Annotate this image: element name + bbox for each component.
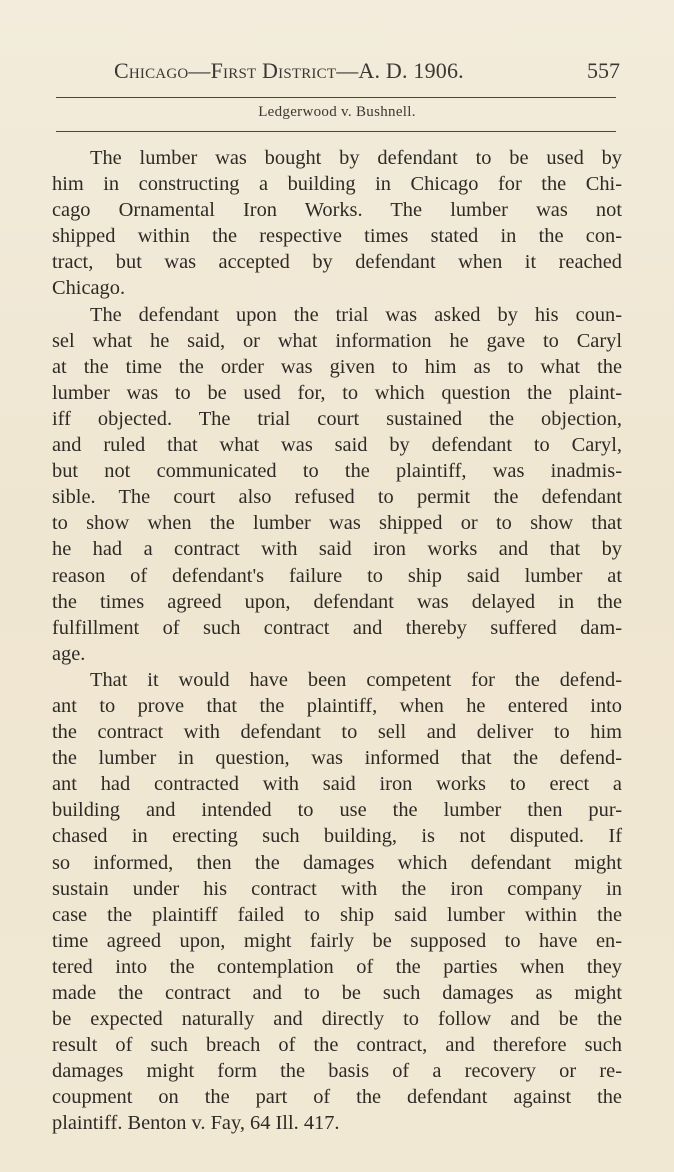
text-line: the times agreed upon, defendant was delayed in the xyxy=(52,590,622,613)
body-text xyxy=(52,145,622,1137)
header-rule-top xyxy=(56,97,616,98)
case-title: Ledgerwood v. Bushnell. xyxy=(258,104,416,120)
text-line: sible. The court also refused to permit the defendant xyxy=(52,486,622,509)
text-line: so informed, then the damages which defendant might xyxy=(52,851,622,874)
text-line: The lumber was bought by defendant to be used by xyxy=(90,147,622,169)
text-line: to show when the lumber was shipped or to show that xyxy=(52,512,622,535)
text-line: tract, but was accepted by defendant when it reached xyxy=(52,251,622,274)
text-line: made the contract and to be such damages as might xyxy=(52,982,622,1004)
text-line: case the plaintiff failed to ship said lumber within the xyxy=(52,903,622,926)
text-line: the contract with defendant to sell and deliver to him xyxy=(52,721,622,744)
text-line: him in constructing a building in Chicago for the Chi- xyxy=(52,173,622,196)
text-line: tered into the contemplation of the parties when they xyxy=(52,955,622,978)
text-line: ant had contracted with said iron works to erect a xyxy=(52,773,622,796)
text-line: sustain under his contract with the iron company in xyxy=(52,877,622,900)
text-line: shipped within the respective times stated in the con- xyxy=(52,225,622,248)
paragraph xyxy=(52,667,622,1137)
text-line: cago Ornamental Iron Works. The lumber was not xyxy=(52,199,622,222)
text-line: That it would have been competent for the defend- xyxy=(90,668,622,691)
text-line: reason of defendant's failure to ship said lumber at xyxy=(52,564,622,587)
text-line: the lumber in question, was informed that the defend- xyxy=(52,747,622,770)
text-line: iff objected. The trial court sustained the objection, xyxy=(52,407,622,430)
text-line: and ruled that what was said by defendant to Caryl, xyxy=(52,434,622,457)
text-line: The defendant upon the trial was asked by his coun- xyxy=(90,303,622,326)
text-line: he had a contract with said iron works and that by xyxy=(52,538,622,561)
text-line: ant to prove that the plaintiff, when he entered into xyxy=(52,694,622,717)
paragraph xyxy=(52,302,622,667)
text-line: result of such breach of the contract, and therefore such xyxy=(52,1034,622,1057)
text-line: lumber was to be used for, to which question the plaint- xyxy=(52,381,622,404)
page-number: 557 xyxy=(587,58,620,83)
text-line: plaintiff. Benton v. Fay, 64 Ill. 417. xyxy=(52,1112,340,1135)
text-line: age. xyxy=(52,642,86,665)
header-rule-bottom xyxy=(56,131,616,132)
text-line: chased in erecting such building, is not disputed. If xyxy=(52,825,622,848)
text-line: time agreed upon, might fairly be supposed to have en- xyxy=(52,929,622,952)
running-head-text: Chicago—First District—A. D. 1906. xyxy=(114,58,464,83)
text-line: but not communicated to the plaintiff, was inadmis- xyxy=(52,460,622,483)
text-line: coupment on the part of the defendant against the xyxy=(52,1086,622,1109)
running-head xyxy=(114,58,624,84)
text-line: fulfillment of such contract and thereby suffered dam- xyxy=(52,616,622,639)
text-line: Chicago. xyxy=(52,277,126,300)
text-line: at the time the order was given to him as to what the xyxy=(52,355,622,378)
text-line: be expected naturally and directly to follow and be the xyxy=(52,1008,622,1031)
text-line: sel what he said, or what information he gave to Caryl xyxy=(52,329,622,352)
text-line: building and intended to use the lumber then pur- xyxy=(52,799,622,822)
text-line: damages might form the basis of a recovery or re- xyxy=(52,1060,622,1083)
paragraph xyxy=(52,145,622,302)
